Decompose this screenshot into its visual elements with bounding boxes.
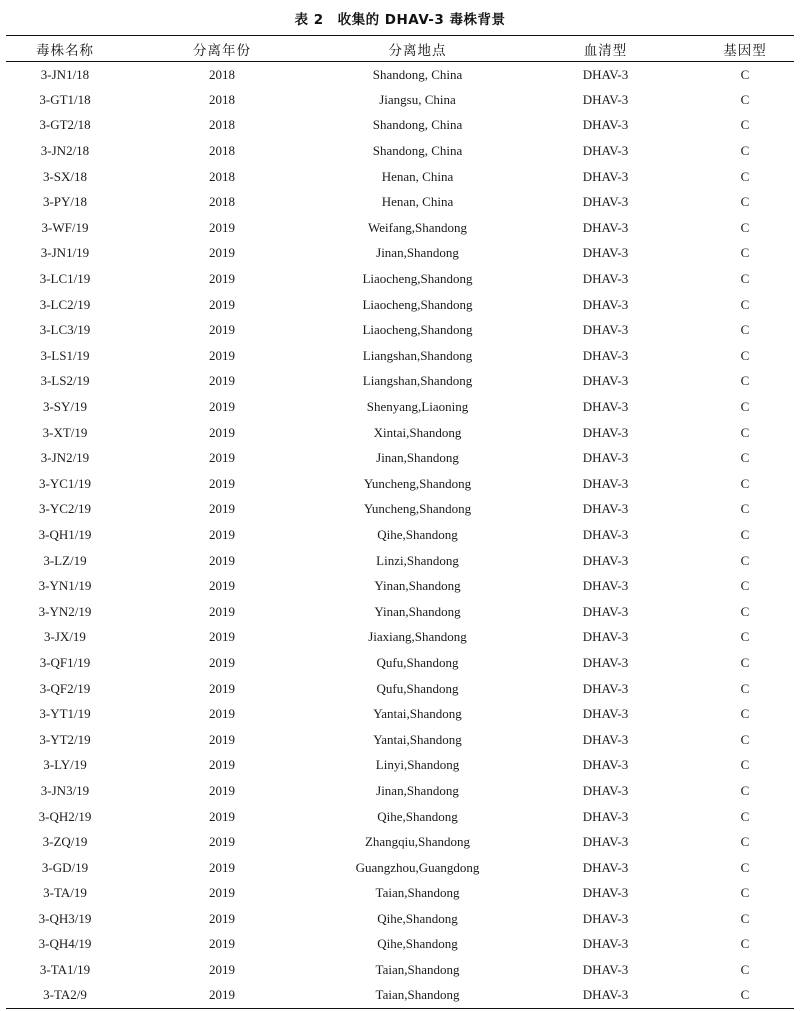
cell-strain-name: 3-JN1/19 bbox=[40, 245, 90, 261]
cell-isolation-location: Yinan,Shandong bbox=[374, 603, 461, 619]
cell-serotype: DHAV-3 bbox=[582, 424, 629, 440]
cell-genotype: C bbox=[740, 245, 750, 261]
table-row bbox=[6, 778, 794, 804]
cell-strain-name: 3-SY/19 bbox=[42, 399, 88, 415]
cell-strain-name: 3-LC2/19 bbox=[39, 296, 91, 312]
cell-strain-name: 3-LS1/19 bbox=[40, 347, 90, 363]
cell-strain-name: 3-JX/19 bbox=[44, 629, 86, 645]
cell-serotype: DHAV-3 bbox=[582, 194, 629, 210]
cell-genotype: C bbox=[740, 117, 750, 133]
table-row bbox=[6, 522, 794, 548]
table-row bbox=[6, 625, 794, 651]
table-row bbox=[6, 676, 794, 702]
cell-isolation-location: Qihe,Shandong bbox=[377, 936, 458, 952]
cell-isolation-year: 2019 bbox=[209, 706, 235, 722]
cell-isolation-location: Yantai,Shandong bbox=[373, 731, 462, 747]
header-strain-name: 毒株名称 bbox=[36, 42, 94, 59]
cell-isolation-year: 2019 bbox=[209, 757, 235, 773]
cell-isolation-year: 2019 bbox=[209, 629, 235, 645]
cell-genotype: C bbox=[740, 680, 750, 696]
table-row bbox=[6, 241, 794, 267]
cell-strain-name: 3-ZQ/19 bbox=[42, 834, 88, 850]
cell-isolation-year: 2018 bbox=[209, 66, 235, 82]
cell-isolation-year: 2019 bbox=[209, 885, 235, 901]
table-row bbox=[6, 497, 794, 523]
cell-isolation-year: 2019 bbox=[209, 296, 235, 312]
cell-isolation-location: Guangzhou,Guangdong bbox=[355, 859, 480, 875]
table-row bbox=[6, 87, 794, 113]
cell-isolation-year: 2019 bbox=[209, 501, 235, 517]
cell-isolation-location: Xintai,Shandong bbox=[373, 424, 462, 440]
table-row bbox=[6, 62, 794, 88]
cell-isolation-location: Weifang,Shandong bbox=[368, 219, 467, 235]
cell-genotype: C bbox=[740, 859, 750, 875]
cell-genotype: C bbox=[740, 373, 750, 389]
header-isolation-location: 分离地点 bbox=[388, 42, 447, 59]
cell-serotype: DHAV-3 bbox=[582, 475, 629, 491]
cell-isolation-year: 2019 bbox=[209, 552, 235, 568]
table-row bbox=[6, 471, 794, 497]
cell-isolation-location: Qufu,Shandong bbox=[376, 654, 459, 670]
cell-genotype: C bbox=[740, 450, 750, 466]
table-row bbox=[6, 881, 794, 907]
cell-isolation-location: Liaocheng,Shandong bbox=[362, 322, 473, 338]
cell-isolation-year: 2019 bbox=[209, 475, 235, 491]
cell-genotype: C bbox=[740, 885, 750, 901]
cell-isolation-year: 2018 bbox=[209, 91, 235, 107]
cell-isolation-location: Jiaxiang,Shandong bbox=[368, 629, 467, 645]
cell-isolation-year: 2018 bbox=[209, 117, 235, 133]
cell-isolation-year: 2019 bbox=[209, 731, 235, 747]
cell-serotype: DHAV-3 bbox=[582, 808, 629, 824]
cell-strain-name: 3-LZ/19 bbox=[43, 552, 87, 568]
table-row bbox=[6, 215, 794, 241]
cell-serotype: DHAV-3 bbox=[582, 526, 629, 542]
cell-genotype: C bbox=[740, 808, 750, 824]
cell-strain-name: 3-QH3/19 bbox=[38, 910, 92, 926]
cell-strain-name: 3-SX/18 bbox=[42, 168, 88, 184]
cell-genotype: C bbox=[740, 526, 750, 542]
cell-isolation-location: Jinan,Shandong bbox=[376, 450, 459, 466]
cell-isolation-year: 2019 bbox=[209, 322, 235, 338]
cell-genotype: C bbox=[740, 910, 750, 926]
cell-serotype: DHAV-3 bbox=[582, 296, 629, 312]
table-row bbox=[6, 983, 794, 1009]
cell-isolation-year: 2019 bbox=[209, 219, 235, 235]
table-row bbox=[6, 445, 794, 471]
cell-serotype: DHAV-3 bbox=[582, 654, 629, 670]
cell-isolation-location: Qihe,Shandong bbox=[377, 808, 458, 824]
cell-serotype: DHAV-3 bbox=[582, 859, 629, 875]
table-row bbox=[6, 394, 794, 420]
table-row bbox=[6, 804, 794, 830]
cell-isolation-location: Shandong, China bbox=[372, 66, 463, 82]
cell-genotype: C bbox=[740, 424, 750, 440]
cell-serotype: DHAV-3 bbox=[582, 834, 629, 850]
cell-serotype: DHAV-3 bbox=[582, 578, 629, 594]
table-row bbox=[6, 573, 794, 599]
table-row bbox=[6, 369, 794, 395]
cell-serotype: DHAV-3 bbox=[582, 936, 629, 952]
cell-isolation-year: 2019 bbox=[209, 526, 235, 542]
cell-strain-name: 3-LC3/19 bbox=[39, 322, 91, 338]
cell-isolation-year: 2019 bbox=[209, 271, 235, 287]
cell-isolation-location: Taian,Shandong bbox=[375, 962, 460, 978]
table-row bbox=[6, 138, 794, 164]
cell-strain-name: 3-YT2/19 bbox=[39, 731, 91, 747]
table-row bbox=[6, 727, 794, 753]
cell-serotype: DHAV-3 bbox=[582, 399, 629, 415]
table-row bbox=[6, 957, 794, 983]
cell-genotype: C bbox=[740, 271, 750, 287]
cell-genotype: C bbox=[740, 168, 750, 184]
cell-genotype: C bbox=[740, 66, 750, 82]
table-row bbox=[6, 343, 794, 369]
cell-serotype: DHAV-3 bbox=[582, 66, 629, 82]
table-row bbox=[6, 855, 794, 881]
cell-serotype: DHAV-3 bbox=[582, 91, 629, 107]
cell-isolation-year: 2019 bbox=[209, 782, 235, 798]
cell-serotype: DHAV-3 bbox=[582, 117, 629, 133]
cell-isolation-location: Zhangqiu,Shandong bbox=[364, 834, 471, 850]
cell-serotype: DHAV-3 bbox=[582, 322, 629, 338]
cell-strain-name: 3-JN3/19 bbox=[40, 782, 90, 798]
cell-genotype: C bbox=[740, 757, 750, 773]
cell-genotype: C bbox=[740, 987, 750, 1003]
cell-isolation-year: 2019 bbox=[209, 424, 235, 440]
cell-serotype: DHAV-3 bbox=[582, 373, 629, 389]
header-isolation-year: 分离年份 bbox=[193, 42, 251, 59]
cell-isolation-year: 2019 bbox=[209, 450, 235, 466]
cell-strain-name: 3-GT1/18 bbox=[39, 91, 91, 107]
cell-isolation-location: Henan, China bbox=[381, 168, 454, 184]
cell-isolation-location: Shandong, China bbox=[372, 143, 463, 159]
cell-serotype: DHAV-3 bbox=[582, 143, 629, 159]
cell-genotype: C bbox=[740, 578, 750, 594]
strain-table bbox=[6, 35, 794, 1009]
cell-strain-name: 3-QF1/19 bbox=[39, 654, 91, 670]
cell-serotype: DHAV-3 bbox=[582, 731, 629, 747]
cell-genotype: C bbox=[740, 219, 750, 235]
table-number: 表 2 bbox=[294, 12, 324, 28]
cell-isolation-year: 2019 bbox=[209, 680, 235, 696]
cell-strain-name: 3-PY/18 bbox=[42, 194, 88, 210]
cell-strain-name: 3-LC1/19 bbox=[39, 271, 91, 287]
table-row bbox=[6, 266, 794, 292]
table-row bbox=[6, 113, 794, 139]
table-row bbox=[6, 932, 794, 958]
cell-strain-name: 3-YN1/19 bbox=[38, 578, 92, 594]
cell-isolation-year: 2019 bbox=[209, 654, 235, 670]
cell-isolation-location: Jinan,Shandong bbox=[376, 245, 459, 261]
cell-genotype: C bbox=[740, 501, 750, 517]
table-row bbox=[6, 164, 794, 190]
cell-isolation-location: Liangshan,Shandong bbox=[362, 347, 473, 363]
table-row bbox=[6, 599, 794, 625]
cell-genotype: C bbox=[740, 962, 750, 978]
cell-isolation-location: Liaocheng,Shandong bbox=[362, 296, 473, 312]
cell-isolation-year: 2018 bbox=[209, 143, 235, 159]
cell-isolation-location: Henan, China bbox=[381, 194, 454, 210]
cell-isolation-location: Yantai,Shandong bbox=[373, 706, 462, 722]
cell-serotype: DHAV-3 bbox=[582, 552, 629, 568]
table-row bbox=[6, 189, 794, 215]
table-row bbox=[6, 292, 794, 318]
cell-strain-name: 3-GT2/18 bbox=[39, 117, 91, 133]
cell-isolation-year: 2019 bbox=[209, 808, 235, 824]
table-row bbox=[6, 906, 794, 932]
cell-strain-name: 3-YC2/19 bbox=[39, 501, 91, 517]
cell-genotype: C bbox=[740, 654, 750, 670]
cell-serotype: DHAV-3 bbox=[582, 347, 629, 363]
cell-serotype: DHAV-3 bbox=[582, 501, 629, 517]
cell-isolation-year: 2019 bbox=[209, 859, 235, 875]
cell-strain-name: 3-TA1/19 bbox=[39, 962, 91, 978]
cell-isolation-location: Jiangsu, China bbox=[379, 91, 456, 107]
cell-serotype: DHAV-3 bbox=[582, 782, 629, 798]
header-genotype: 基因型 bbox=[723, 42, 767, 59]
cell-genotype: C bbox=[740, 296, 750, 312]
cell-genotype: C bbox=[740, 552, 750, 568]
cell-strain-name: 3-LY/19 bbox=[43, 757, 87, 773]
cell-genotype: C bbox=[740, 936, 750, 952]
cell-serotype: DHAV-3 bbox=[582, 219, 629, 235]
cell-strain-name: 3-JN1/18 bbox=[40, 66, 90, 82]
cell-isolation-location: Qihe,Shandong bbox=[377, 910, 458, 926]
cell-strain-name: 3-JN2/18 bbox=[40, 143, 90, 159]
cell-genotype: C bbox=[740, 91, 750, 107]
cell-strain-name: 3-TA2/9 bbox=[43, 987, 87, 1003]
cell-serotype: DHAV-3 bbox=[582, 168, 629, 184]
cell-strain-name: 3-GD/19 bbox=[41, 859, 89, 875]
cell-serotype: DHAV-3 bbox=[582, 450, 629, 466]
cell-isolation-year: 2019 bbox=[209, 987, 235, 1003]
cell-isolation-location: Liangshan,Shandong bbox=[362, 373, 473, 389]
cell-genotype: C bbox=[740, 347, 750, 363]
cell-isolation-location: Qihe,Shandong bbox=[377, 526, 458, 542]
cell-isolation-year: 2019 bbox=[209, 245, 235, 261]
table-row bbox=[6, 701, 794, 727]
cell-isolation-location: Jinan,Shandong bbox=[376, 782, 459, 798]
cell-strain-name: 3-QH2/19 bbox=[38, 808, 92, 824]
cell-strain-name: 3-QF2/19 bbox=[39, 680, 91, 696]
cell-strain-name: 3-QH4/19 bbox=[38, 936, 92, 952]
cell-genotype: C bbox=[740, 475, 750, 491]
cell-genotype: C bbox=[740, 782, 750, 798]
cell-isolation-year: 2019 bbox=[209, 373, 235, 389]
table-row bbox=[6, 317, 794, 343]
cell-isolation-year: 2019 bbox=[209, 399, 235, 415]
cell-isolation-year: 2019 bbox=[209, 578, 235, 594]
cell-strain-name: 3-WF/19 bbox=[41, 219, 89, 235]
cell-isolation-year: 2019 bbox=[209, 910, 235, 926]
cell-genotype: C bbox=[740, 706, 750, 722]
table-row bbox=[6, 548, 794, 574]
cell-isolation-location: Qufu,Shandong bbox=[376, 680, 459, 696]
cell-isolation-location: Yinan,Shandong bbox=[374, 578, 461, 594]
header-row bbox=[6, 36, 794, 62]
cell-strain-name: 3-QH1/19 bbox=[38, 526, 92, 542]
cell-strain-name: 3-JN2/19 bbox=[40, 450, 90, 466]
cell-isolation-location: Shenyang,Liaoning bbox=[366, 399, 469, 415]
cell-isolation-year: 2019 bbox=[209, 834, 235, 850]
cell-strain-name: 3-YN2/19 bbox=[38, 603, 92, 619]
cell-isolation-location: Taian,Shandong bbox=[375, 987, 460, 1003]
cell-isolation-location: Yuncheng,Shandong bbox=[363, 475, 472, 491]
cell-strain-name: 3-LS2/19 bbox=[40, 373, 90, 389]
cell-isolation-location: Liaocheng,Shandong bbox=[362, 271, 473, 287]
cell-strain-name: 3-XT/19 bbox=[42, 424, 88, 440]
cell-isolation-year: 2019 bbox=[209, 347, 235, 363]
table-body bbox=[6, 62, 794, 1009]
cell-serotype: DHAV-3 bbox=[582, 706, 629, 722]
cell-serotype: DHAV-3 bbox=[582, 680, 629, 696]
cell-strain-name: 3-YT1/19 bbox=[39, 706, 91, 722]
table-row bbox=[6, 829, 794, 855]
cell-isolation-location: Linzi,Shandong bbox=[376, 552, 459, 568]
cell-isolation-location: Yuncheng,Shandong bbox=[363, 501, 472, 517]
cell-serotype: DHAV-3 bbox=[582, 757, 629, 773]
table-row bbox=[6, 650, 794, 676]
cell-serotype: DHAV-3 bbox=[582, 603, 629, 619]
header-serotype: 血清型 bbox=[583, 42, 628, 59]
cell-serotype: DHAV-3 bbox=[582, 910, 629, 926]
cell-isolation-location: Taian,Shandong bbox=[375, 885, 460, 901]
cell-genotype: C bbox=[740, 322, 750, 338]
cell-serotype: DHAV-3 bbox=[582, 629, 629, 645]
cell-isolation-location: Linyi,Shandong bbox=[375, 757, 460, 773]
cell-genotype: C bbox=[740, 399, 750, 415]
cell-serotype: DHAV-3 bbox=[582, 962, 629, 978]
table-title: 收集的 DHAV-3 毒株背景 bbox=[337, 12, 506, 28]
cell-serotype: DHAV-3 bbox=[582, 987, 629, 1003]
cell-serotype: DHAV-3 bbox=[582, 885, 629, 901]
cell-genotype: C bbox=[740, 834, 750, 850]
table-row bbox=[6, 420, 794, 446]
cell-serotype: DHAV-3 bbox=[582, 245, 629, 261]
cell-isolation-year: 2018 bbox=[209, 168, 235, 184]
table-header bbox=[6, 36, 794, 62]
cell-genotype: C bbox=[740, 194, 750, 210]
cell-genotype: C bbox=[740, 603, 750, 619]
cell-serotype: DHAV-3 bbox=[582, 271, 629, 287]
cell-isolation-year: 2018 bbox=[209, 194, 235, 210]
table-caption bbox=[0, 8, 800, 28]
cell-isolation-location: Shandong, China bbox=[372, 117, 463, 133]
cell-strain-name: 3-TA/19 bbox=[43, 885, 87, 901]
table-row bbox=[6, 753, 794, 779]
cell-strain-name: 3-YC1/19 bbox=[39, 475, 91, 491]
cell-isolation-year: 2019 bbox=[209, 603, 235, 619]
cell-isolation-year: 2019 bbox=[209, 936, 235, 952]
cell-genotype: C bbox=[740, 143, 750, 159]
cell-genotype: C bbox=[740, 629, 750, 645]
cell-genotype: C bbox=[740, 731, 750, 747]
cell-isolation-year: 2019 bbox=[209, 962, 235, 978]
